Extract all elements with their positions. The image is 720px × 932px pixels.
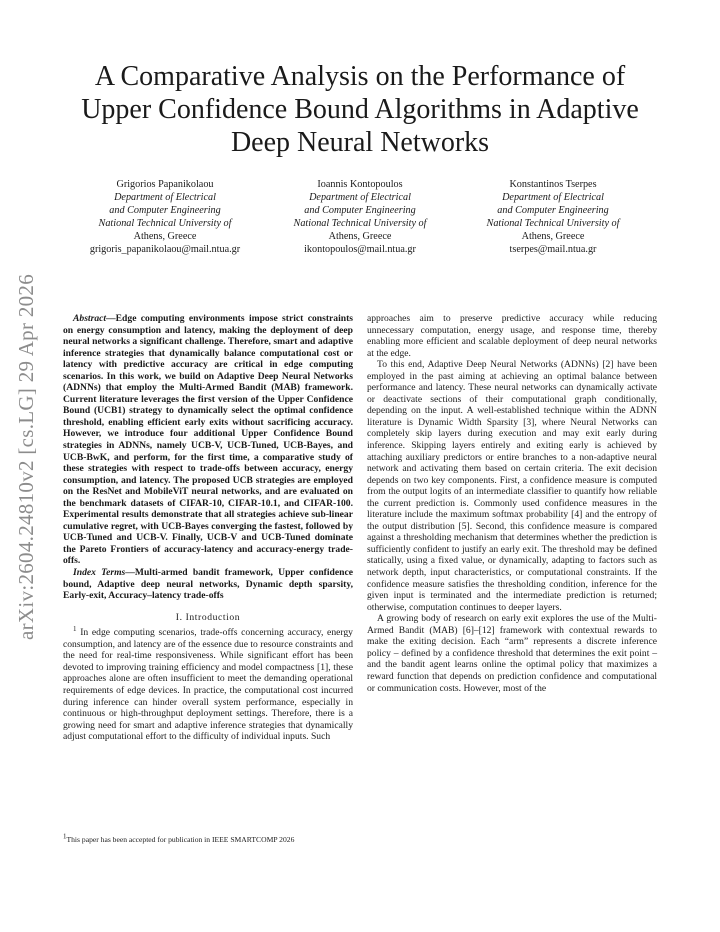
section-heading-introduction: I. Introduction: [175, 611, 241, 623]
left-column: [63, 313, 353, 743]
author-department-line2: and Computer Engineering: [109, 205, 221, 216]
author-department: Department of Electrical: [114, 192, 216, 203]
intro-paragraph-continued: approaches aim to preserve predictive accuracy while reducing unnecessary computation, energy usage, and response time, thereby enabling more efficient and scalable deployment of deep neural networks at the edge.: [367, 313, 657, 359]
author-3: [448, 178, 658, 256]
abstract-text: Edge computing environments impose strict constraints on energy consumption and latency, making the deployment of deep neural networks a significant challenge. Therefore, smart and adaptive inference strategies that dynamically balance computational cost or latency with predictive accuracy are critical in edge computing scenarios. In this work, we build on Adaptive Deep Neural Networks (ADNNs) that employ the Multi-Armed Bandit (MAB) framework. Current literature leverages the first version of the Upper Confidence Bound (UCB1) strategy to dynamically select the optimal confidence threshold, enabling efficient early exits without sacrificing accuracy. However, we introduce four additional Upper Confidence Bound strategies in ADNNs, namely UCB-V, UCB-Tuned, UCB-Bayes, and UCB-BwK, and perform, for the first time, a comparative study of these strategies with respect to trade-offs between accuracy, energy consumption, and latency. The proposed UCB strategies are employed on the ResNet and MobileViT neural networks, and are evaluated on the benchmark datasets of CIFAR-10, CIFAR-10.1, and CIFAR-100. Experimental results demonstrate that all strategies achieve sub-linear cumulative regret, with UCB-Bayes converging the fastest, followed by UCB-Tuned and UCB-V. Finally, UCB-V and UCB-Tuned dominate the Pareto Frontiers of accuracy-latency and accuracy-energy trade-offs.: [63, 313, 353, 567]
author-university: National Technical University of: [293, 218, 427, 229]
index-terms: Index Terms—Multi-armed bandit framework, Upper confidence bound, Adaptive deep neural networks, Dynamic depth sparsity, Early-exit, Accuracy–latency trade-offs: [63, 567, 353, 602]
intro-paragraph-3: A growing body of research on early exit explores the use of the Multi-Armed Bandit (MAB) [6]–[12] framework with contextual rewards to make the exiting decision. Each “arm” represents a discrete inference policy – defined by a confidence threshold that determines the exit point – and the bandit agent learns online the optimal policy that maximizes a reward function that depends on prediction confidence and computational or communication costs. However, most of the: [367, 613, 657, 694]
author-1: [60, 178, 270, 256]
right-column: [367, 313, 657, 694]
author-university: National Technical University of: [98, 218, 232, 229]
index-terms-label: Index Terms: [73, 567, 126, 579]
paper-title: A Comparative Analysis on the Performance of Upper Confidence Bound Algorithms in Adaptive Deep Neural Networks: [81, 61, 639, 158]
author-email[interactable]: tserpes@mail.ntua.gr: [509, 244, 597, 255]
footnote-text: This paper has been accepted for publication in IEEE SMARTCOMP 2026: [66, 835, 295, 844]
author-department-line2: and Computer Engineering: [497, 205, 609, 216]
author-2: [255, 178, 465, 256]
abstract: Abstract—Edge computing environments impose strict constraints on energy consumption and latency, making the deployment of deep neural networks a significant challenge. Therefore, smart and adaptive inference strategies that dynamically balance computational cost or latency with predictive accuracy are critical in edge computing scenarios. In this work, we build on Adaptive Deep Neural Networks (ADNNs) that employ the Multi-Armed Bandit (MAB) framework. Current literature leverages the first version of the Upper Confidence Bound (UCB1) strategy to dynamically select the optimal confidence threshold, enabling efficient early exits without sacrificing accuracy. However, we introduce four additional Upper Confidence Bound strategies in ADNNs, namely UCB-V, UCB-Tuned, UCB-Bayes, and UCB-BwK, and perform, for the first time, a comparative study of these strategies with respect to trade-offs between accuracy, energy consumption, and latency. The proposed UCB strategies are employed on the ResNet and MobileViT neural networks, and are evaluated on the benchmark datasets of CIFAR-10, CIFAR-10.1, and CIFAR-100. Experimental results demonstrate that all strategies achieve sub-linear cumulative regret, with UCB-Bayes converging the fastest, followed by UCB-Tuned and UCB-V. Finally, UCB-V and UCB-Tuned dominate the Pareto Frontiers of accuracy-latency and accuracy-energy trade-offs.: [63, 313, 353, 567]
author-city: Athens, Greece: [521, 231, 585, 242]
author-name: Ioannis Kontopoulos: [317, 179, 403, 190]
arxiv-identifier: arXiv:2604.24810v2 [cs.LG] 29 Apr 2026: [14, 273, 38, 640]
author-name: Konstantinos Tserpes: [509, 179, 597, 190]
footnote-number: 1: [63, 832, 67, 841]
author-university: National Technical University of: [486, 218, 620, 229]
abstract-label: Abstract: [73, 313, 107, 324]
footnote: [63, 832, 353, 845]
footnote-marker: 1: [73, 625, 77, 634]
intro-paragraph-1: $^1$ In edge computing scenarios, trade-offs concerning accuracy, energy consumption, and latency are of the essence due to resource constraints and the need for real-time responsiveness. While significant effort has been devoted to improving training efficiency and model compactness [1], these approaches alone are often insufficient to meet the demanding operational requirements of edge devices. In practice, the computational cost incurred during inference can hinder overall system performance, especially in continuous or high-throughput deployment settings. Therefore, there is a growing need for smart and adaptive inference strategies that dynamically adjust computational effort to the difficulty of individual inputs. Such: [63, 625, 353, 743]
author-city: Athens, Greece: [133, 231, 197, 242]
author-department-line2: and Computer Engineering: [304, 205, 416, 216]
author-email[interactable]: ikontopoulos@mail.ntua.gr: [304, 244, 416, 255]
author-department: Department of Electrical: [309, 192, 411, 203]
author-name: Grigorios Papanikolaou: [116, 179, 214, 190]
author-city: Athens, Greece: [328, 231, 392, 242]
intro-paragraph-2: To this end, Adaptive Deep Neural Networks (ADNNs) [2] have been employed in the past aiming at achieving an optimal balance between performance and latency. These neural networks can dynamically activate or deactivate sections of their computational graph conditionally, depending on the input. A well-established technique within the ADNN literature is Dynamic Width Sparsity [3], where Neural Networks can completely skip layers during execution and may exit early during inference. Skipping layers entirely and exiting early is achieved by attaching auxiliary predictors or entire branches to a non-adaptive neural network and activating them based on certain criteria. The exit decision depends on two key components. First, a confidence measure is computed from the output logits of an intermediate classifier to quantify how reliable the current prediction is. Commonly used confidence measures in the literature include the maximum softmax probability [4] and the entropy of the output distribution [5]. Second, this confidence measure is compared against a thresholding mechanism that determines whether the prediction is sufficiently confident to justify an early exit. The threshold may be defined statically, using a fixed value, or dynamically, adapting to factors such as network depth, input characteristics, or computational constraints. If the confidence measure satisfies the thresholding condition, inference for the given input is terminated and the intermediate prediction is returned; otherwise, computation continues to deeper layers.: [367, 359, 657, 613]
index-terms-text: Multi-armed bandit framework, Upper confidence bound, Adaptive deep neural networks, Dynamic depth sparsity, Early-exit, Accuracy–latency trade-offs: [63, 567, 353, 602]
author-email[interactable]: grigoris_papanikolaou@mail.ntua.gr: [89, 244, 241, 255]
author-department: Department of Electrical: [502, 192, 604, 203]
